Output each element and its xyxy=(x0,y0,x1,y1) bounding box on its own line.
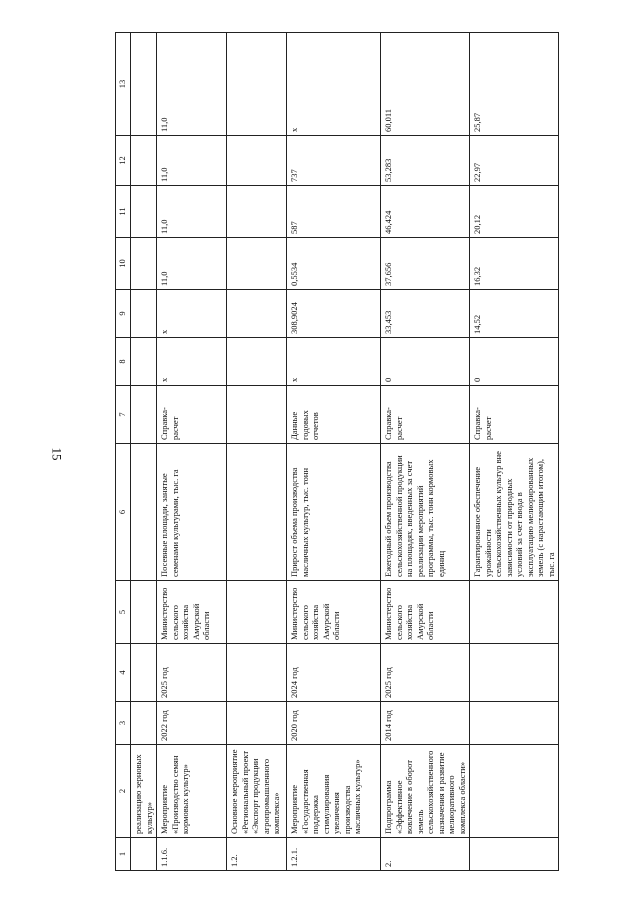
table-cell: 1.2.1. xyxy=(287,838,381,871)
table-cell: x xyxy=(157,290,227,338)
table-cell: x xyxy=(157,338,227,386)
column-number-header: 3 xyxy=(116,702,131,745)
table-row xyxy=(470,33,559,871)
table-row xyxy=(157,33,227,871)
table-cell: 0 xyxy=(470,338,559,386)
program-indicators-table xyxy=(115,32,559,871)
table-cell xyxy=(131,644,157,702)
table-cell: 587 xyxy=(287,186,381,238)
table-cell: 60,011 xyxy=(381,33,470,136)
table-cell xyxy=(470,702,559,745)
table-cell xyxy=(131,838,157,871)
table-cell xyxy=(227,702,287,745)
table-cell: Гарантированное обеспечение урожайности сельскохозяйственных культур вне зависимости от природных условий за счет ввода в эксплуатацию мелиорированных земель (с нарастающим итогом), тыс. га xyxy=(470,444,559,581)
table-cell: 2024 год xyxy=(287,644,381,702)
table-cell xyxy=(470,838,559,871)
table-cell: 14,52 xyxy=(470,290,559,338)
column-number-header: 10 xyxy=(116,238,131,290)
table-cell: 16,32 xyxy=(470,238,559,290)
table-cell xyxy=(131,338,157,386)
table-cell: 2014 год xyxy=(381,702,470,745)
table-cell: Справка-расчет xyxy=(381,386,470,444)
table-cell: 737 xyxy=(287,136,381,186)
table-cell: 2. xyxy=(381,838,470,871)
table-cell: Мероприятие «Производство семян кормовых культур» xyxy=(157,745,227,838)
table-cell xyxy=(227,238,287,290)
table-cell xyxy=(470,581,559,644)
table-cell: 1.2. xyxy=(227,838,287,871)
table-cell xyxy=(131,702,157,745)
table-cell xyxy=(227,136,287,186)
table-cell xyxy=(227,386,287,444)
table-cell xyxy=(131,444,157,581)
table-cell: x xyxy=(287,33,381,136)
table-cell: реализацию зерновых культур» xyxy=(131,745,157,838)
column-number-header: 6 xyxy=(116,444,131,581)
table-cell: 2020 год xyxy=(287,702,381,745)
table-cell: x xyxy=(287,338,381,386)
table-cell: 0 xyxy=(381,338,470,386)
table-cell: Министерство сельского хозяйства Амурской области xyxy=(287,581,381,644)
table-cell: Ежегодный объем производства сельскохозяйственной продукции на площадях, введенных за счет реализации мероприятий программы, тыс. тонн кормовых единиц xyxy=(381,444,470,581)
table-cell: Министерство сельского хозяйства Амурской области xyxy=(381,581,470,644)
rotated-table-container xyxy=(115,33,637,871)
table-cell: 2025 год xyxy=(381,644,470,702)
table-row xyxy=(131,33,157,871)
table-cell xyxy=(227,33,287,136)
table-cell: Мероприятие «Государственная поддержка стимулирования увеличения производства масличных культур» xyxy=(287,745,381,838)
column-number-header: 9 xyxy=(116,290,131,338)
table-cell: Основное мероприятие «Региональный проект «Экспорт продукции агропромышленного комплекса» xyxy=(227,745,287,838)
column-number-header: 1 xyxy=(116,838,131,871)
column-number-header: 5 xyxy=(116,581,131,644)
table-cell: 308,9024 xyxy=(287,290,381,338)
table-cell: Справка-расчет xyxy=(157,386,227,444)
table-header-row xyxy=(116,33,131,871)
table-cell: 2025 год xyxy=(157,644,227,702)
table-cell: 11,0 xyxy=(157,136,227,186)
page-number: 15 xyxy=(49,447,65,461)
column-number-header: 7 xyxy=(116,386,131,444)
table-cell: 37,656 xyxy=(381,238,470,290)
table-cell: Прирост объема производства масличных культур, тыс. тонн xyxy=(287,444,381,581)
table-cell xyxy=(470,745,559,838)
table-row xyxy=(381,33,470,871)
table-cell xyxy=(131,186,157,238)
table-cell: 0,5534 xyxy=(287,238,381,290)
table-cell xyxy=(227,444,287,581)
table-cell: 11,0 xyxy=(157,238,227,290)
table-cell: Министерство сельского хозяйства Амурской области xyxy=(157,581,227,644)
table-cell: 22,97 xyxy=(470,136,559,186)
table-cell xyxy=(131,581,157,644)
table-cell: Данные годовых отчетов xyxy=(287,386,381,444)
table-cell xyxy=(227,644,287,702)
table-row xyxy=(287,33,381,871)
table-cell: 11,0 xyxy=(157,186,227,238)
table-cell: 20,12 xyxy=(470,186,559,238)
table-cell: 53,283 xyxy=(381,136,470,186)
column-number-header: 13 xyxy=(116,33,131,136)
table-cell xyxy=(131,136,157,186)
column-number-header: 4 xyxy=(116,644,131,702)
table-cell: 1.1.6. xyxy=(157,838,227,871)
table-cell: 33,453 xyxy=(381,290,470,338)
table-cell xyxy=(227,581,287,644)
table-cell xyxy=(131,238,157,290)
column-number-header: 2 xyxy=(116,745,131,838)
table-cell: 11,0 xyxy=(157,33,227,136)
table-cell xyxy=(227,290,287,338)
table-cell: Справка-расчет xyxy=(470,386,559,444)
table-cell: Посевные площади, занятые семенами культурами, тыс. га xyxy=(157,444,227,581)
table-cell: 25,87 xyxy=(470,33,559,136)
table-cell: 2022 год xyxy=(157,702,227,745)
column-number-header: 8 xyxy=(116,338,131,386)
table-cell xyxy=(227,186,287,238)
column-number-header: 11 xyxy=(116,186,131,238)
table-cell xyxy=(131,33,157,136)
table-row xyxy=(227,33,287,871)
table-cell xyxy=(131,386,157,444)
column-number-header: 12 xyxy=(116,136,131,186)
table-cell xyxy=(470,644,559,702)
table-cell: Подпрограмма «Эффективное вовлечение в оборот земель сельскохозяйственного назначения и развитие мелиоративного комплекса области» xyxy=(381,745,470,838)
table-cell xyxy=(131,290,157,338)
table-cell xyxy=(227,338,287,386)
table-cell: 46,424 xyxy=(381,186,470,238)
